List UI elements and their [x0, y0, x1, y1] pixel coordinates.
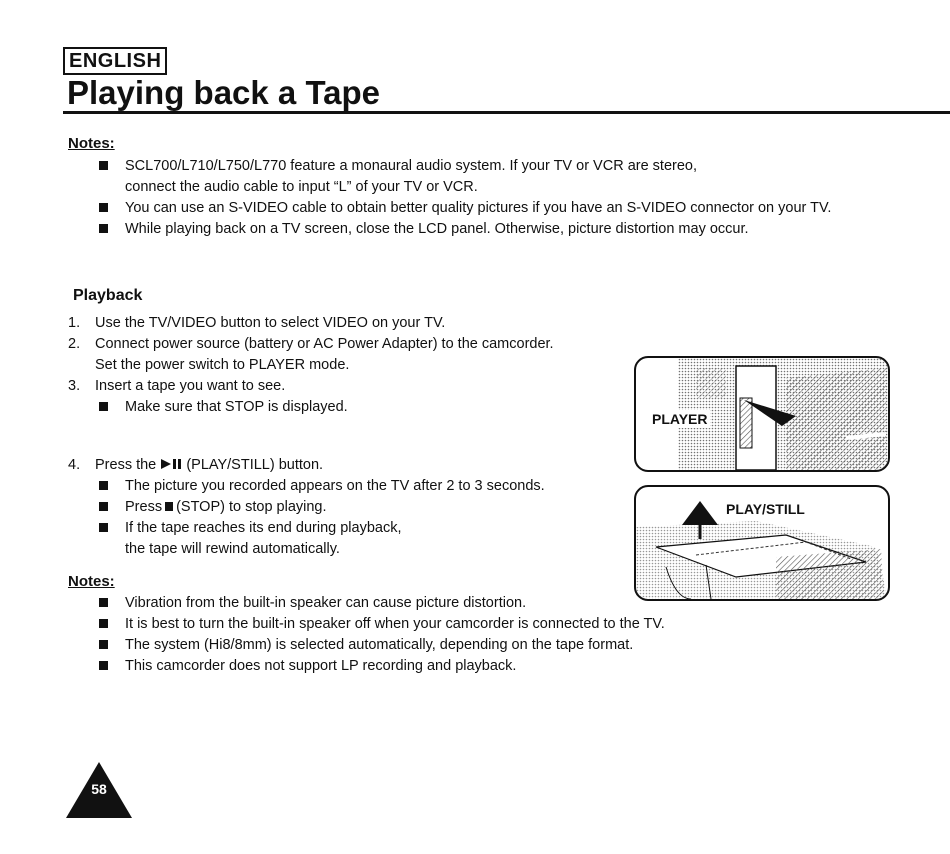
player-switch-illustration — [634, 356, 890, 472]
notes-heading-bottom: Notes: — [68, 573, 115, 590]
step-4-bullets — [97, 476, 617, 560]
page-title: Playing back a Tape — [67, 74, 381, 111]
player-label: PLAYER — [652, 411, 708, 427]
notes-list-top — [97, 156, 917, 240]
step-3-bullets — [97, 397, 597, 418]
playstill-button-illustration — [634, 485, 890, 601]
notes-heading-top: Notes: — [68, 135, 115, 152]
play-still-icon — [160, 458, 182, 470]
notes-list-bottom — [97, 593, 897, 677]
language-label: ENGLISH — [63, 47, 167, 75]
page-number: 58 — [91, 781, 107, 797]
note-item: It is best to turn the built-in speaker off when your camcorder is connected to the TV. — [97, 614, 897, 635]
title-divider — [63, 111, 950, 114]
note-item: You can use an S-VIDEO cable to obtain better quality pictures if you have an S-VIDEO connector on your TV. — [97, 198, 917, 219]
note-item: This camcorder does not support LP recording and playback. — [97, 656, 897, 677]
note-item: SCL700/L710/L750/L770 feature a monaural audio system. If your TV or VCR are stereo, connect the audio cable to input “L” of your TV or VCR. — [97, 156, 917, 198]
step-bullet: Make sure that STOP is displayed. — [97, 397, 597, 418]
step-bullet: Press (STOP) to stop playing. — [97, 497, 617, 518]
stop-icon — [165, 502, 173, 511]
playback-heading: Playback — [73, 287, 143, 304]
note-item: While playing back on a TV screen, close the LCD panel. Otherwise, picture distortion may occur. — [97, 219, 917, 240]
note-item: The system (Hi8/8mm) is selected automatically, depending on the tape format. — [97, 635, 897, 656]
note-item: Vibration from the built-in speaker can cause picture distortion. — [97, 593, 897, 614]
step-bullet: The picture you recorded appears on the TV after 2 to 3 seconds. — [97, 476, 617, 497]
step-bullet: If the tape reaches its end during playback, the tape will rewind automatically. — [97, 518, 617, 560]
playstill-label: PLAY/STILL — [726, 501, 805, 517]
